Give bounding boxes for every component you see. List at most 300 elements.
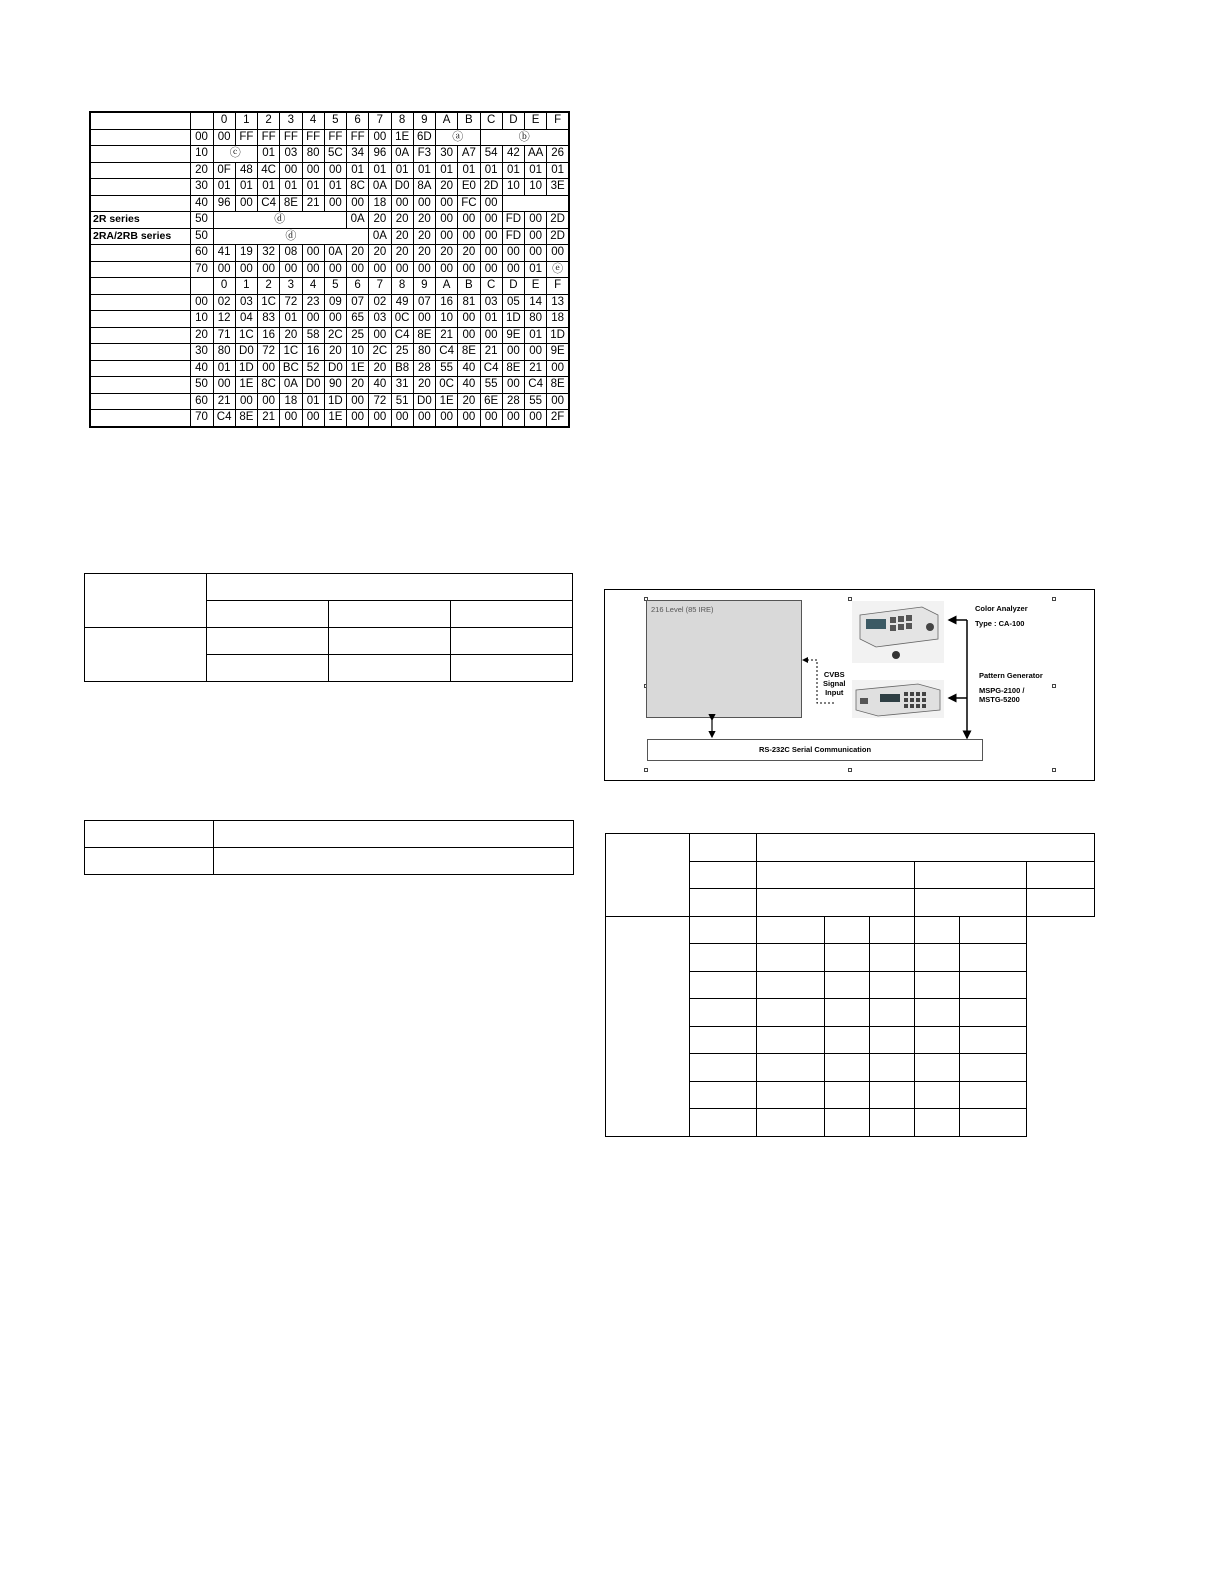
hex-cell: 18 bbox=[547, 311, 569, 328]
blank-table-c bbox=[605, 833, 1095, 1137]
hex-cell: 6D bbox=[413, 129, 435, 146]
column-header: 2 bbox=[258, 112, 280, 129]
hex-cell: 03 bbox=[480, 294, 502, 311]
table-cell bbox=[690, 916, 757, 944]
hex-cell: 21 bbox=[480, 344, 502, 361]
column-header: A bbox=[436, 112, 458, 129]
address-cell: 00 bbox=[190, 294, 213, 311]
hex-cell: 10 bbox=[525, 179, 547, 196]
hex-cell: 55 bbox=[525, 393, 547, 410]
table-row bbox=[90, 212, 569, 229]
hex-cell: 49 bbox=[391, 294, 413, 311]
column-header: 8 bbox=[391, 112, 413, 129]
row-label bbox=[90, 245, 190, 262]
hex-cell: 00 bbox=[324, 162, 346, 179]
hex-cell: 8E bbox=[280, 195, 302, 212]
column-header: F bbox=[547, 112, 569, 129]
table-cell bbox=[960, 999, 1027, 1027]
row-label bbox=[90, 344, 190, 361]
hex-cell: 5C bbox=[324, 146, 346, 163]
hex-cell: 28 bbox=[413, 360, 435, 377]
generator-model-line: MSPG-2100 / bbox=[979, 686, 1025, 695]
cvbs-label-line: Signal bbox=[823, 679, 846, 688]
row-label bbox=[90, 278, 190, 295]
hex-cell: 21 bbox=[258, 410, 280, 427]
column-header: 1 bbox=[235, 278, 257, 295]
hex-cell: 01 bbox=[369, 162, 391, 179]
hex-cell: 00 bbox=[480, 261, 502, 278]
series-label: 2RA/2RB series bbox=[90, 228, 190, 245]
hex-cell: 00 bbox=[436, 261, 458, 278]
hex-cell: FF bbox=[235, 129, 257, 146]
hex-cell: 00 bbox=[502, 245, 524, 262]
hex-cell: 20 bbox=[458, 245, 480, 262]
hex-cell: 01 bbox=[302, 393, 324, 410]
field-marker: ⓑ bbox=[480, 129, 569, 146]
hex-cell: 20 bbox=[391, 245, 413, 262]
row-label bbox=[90, 179, 190, 196]
hex-cell: D0 bbox=[235, 344, 257, 361]
table-row bbox=[90, 195, 569, 212]
screen-level-label: 216 Level (85 IRE) bbox=[651, 605, 714, 614]
address-cell: 30 bbox=[190, 179, 213, 196]
hex-cell: 00 bbox=[458, 228, 480, 245]
hex-cell: 21 bbox=[302, 195, 324, 212]
table-cell bbox=[825, 1081, 870, 1109]
hex-cell: D0 bbox=[324, 360, 346, 377]
field-marker: ⓒ bbox=[213, 146, 258, 163]
hex-cell: 01 bbox=[413, 162, 435, 179]
hex-cell: 00 bbox=[480, 195, 502, 212]
hex-cell: 01 bbox=[547, 162, 569, 179]
field-marker: ⓓ bbox=[213, 228, 369, 245]
table-cell bbox=[825, 1109, 870, 1137]
analyzer-type: Type : CA-100 bbox=[975, 619, 1025, 628]
hex-cell: 20 bbox=[324, 344, 346, 361]
hex-cell: 28 bbox=[502, 393, 524, 410]
row-label bbox=[90, 311, 190, 328]
hex-cell: 1E bbox=[436, 393, 458, 410]
hex-cell: 00 bbox=[324, 311, 346, 328]
row-label bbox=[90, 261, 190, 278]
hex-cell: 2C bbox=[369, 344, 391, 361]
hex-cell: 2D bbox=[547, 212, 569, 229]
hex-cell: 40 bbox=[369, 377, 391, 394]
hex-cell: 01 bbox=[280, 179, 302, 196]
table-cell bbox=[915, 1054, 960, 1082]
hex-cell: 00 bbox=[302, 261, 324, 278]
hex-cell: 20 bbox=[436, 179, 458, 196]
hex-cell: 00 bbox=[369, 261, 391, 278]
table-cell bbox=[690, 1081, 757, 1109]
row-label bbox=[90, 162, 190, 179]
generator-models bbox=[979, 686, 1024, 704]
hex-cell: FF bbox=[347, 129, 369, 146]
address-cell: 30 bbox=[190, 344, 213, 361]
table-cell bbox=[757, 1109, 825, 1137]
table-cell bbox=[1027, 861, 1095, 889]
hex-cell: 72 bbox=[280, 294, 302, 311]
hex-cell: 1E bbox=[391, 129, 413, 146]
table-cell bbox=[690, 971, 757, 999]
table-cell bbox=[207, 628, 329, 655]
hex-cell: 30 bbox=[436, 146, 458, 163]
table-row bbox=[90, 245, 569, 262]
hex-cell: 41 bbox=[213, 245, 235, 262]
table-cell bbox=[825, 1054, 870, 1082]
hex-cell: 23 bbox=[302, 294, 324, 311]
hex-cell: 00 bbox=[302, 311, 324, 328]
hex-cell: 01 bbox=[436, 162, 458, 179]
hex-cell: 20 bbox=[280, 327, 302, 344]
hex-cell: 20 bbox=[413, 228, 435, 245]
hex-cell: 9E bbox=[547, 344, 569, 361]
table-cell bbox=[757, 999, 825, 1027]
hex-cell: 1C bbox=[280, 344, 302, 361]
table-row bbox=[90, 294, 569, 311]
hex-cell: 00 bbox=[347, 195, 369, 212]
field-marker: ⓐ bbox=[436, 129, 481, 146]
hex-cell: 55 bbox=[480, 377, 502, 394]
hex-cell: 4C bbox=[258, 162, 280, 179]
column-header: D bbox=[502, 278, 524, 295]
table-cell bbox=[214, 821, 574, 848]
hex-cell: 1D bbox=[547, 327, 569, 344]
hex-cell bbox=[525, 195, 547, 212]
hex-cell: FF bbox=[258, 129, 280, 146]
column-header: B bbox=[458, 112, 480, 129]
hex-cell: 20 bbox=[347, 377, 369, 394]
hex-cell: A7 bbox=[458, 146, 480, 163]
hex-cell: 00 bbox=[458, 261, 480, 278]
hex-cell: 00 bbox=[213, 129, 235, 146]
hex-cell: C4 bbox=[436, 344, 458, 361]
table-cell bbox=[207, 574, 573, 601]
hex-cell: 8E bbox=[413, 327, 435, 344]
column-header: 1 bbox=[235, 112, 257, 129]
hex-cell: 00 bbox=[502, 261, 524, 278]
address-cell: 40 bbox=[190, 360, 213, 377]
hex-cell: 01 bbox=[480, 311, 502, 328]
hex-cell: 16 bbox=[302, 344, 324, 361]
table-row bbox=[90, 327, 569, 344]
hex-cell: D0 bbox=[391, 179, 413, 196]
hex-cell: 01 bbox=[324, 179, 346, 196]
hex-cell: 1E bbox=[347, 360, 369, 377]
table-row bbox=[90, 228, 569, 245]
hex-cell: C4 bbox=[213, 410, 235, 427]
hex-cell: 01 bbox=[347, 162, 369, 179]
table-cell bbox=[690, 1109, 757, 1137]
hex-cell: 00 bbox=[413, 410, 435, 427]
hex-cell: 26 bbox=[547, 146, 569, 163]
hex-cell: 09 bbox=[324, 294, 346, 311]
hex-cell: 20 bbox=[413, 377, 435, 394]
table-row bbox=[90, 278, 569, 295]
table-cell bbox=[207, 655, 329, 682]
hex-cell: 00 bbox=[280, 162, 302, 179]
hex-cell: 72 bbox=[369, 393, 391, 410]
hex-cell: 1E bbox=[324, 410, 346, 427]
hex-cell: 00 bbox=[480, 212, 502, 229]
pattern-generator-device-icon bbox=[852, 680, 944, 718]
table-cell bbox=[757, 834, 1095, 862]
hex-cell: 96 bbox=[213, 195, 235, 212]
table-cell bbox=[690, 1054, 757, 1082]
hex-cell: 0A bbox=[347, 212, 369, 229]
hex-cell: FF bbox=[302, 129, 324, 146]
hex-cell: 02 bbox=[213, 294, 235, 311]
hex-cell: 2D bbox=[547, 228, 569, 245]
column-header: A bbox=[436, 278, 458, 295]
table-cell bbox=[915, 944, 960, 972]
table-cell bbox=[825, 1026, 870, 1054]
table-cell bbox=[757, 861, 915, 889]
row-label bbox=[90, 195, 190, 212]
hex-cell: 32 bbox=[258, 245, 280, 262]
hex-cell: 0C bbox=[436, 377, 458, 394]
hex-cell: 00 bbox=[391, 261, 413, 278]
hex-cell: 00 bbox=[525, 344, 547, 361]
table-cell bbox=[960, 1026, 1027, 1054]
hex-cell: D0 bbox=[302, 377, 324, 394]
hex-cell: 00 bbox=[502, 410, 524, 427]
hex-cell: 83 bbox=[258, 311, 280, 328]
column-header: 8 bbox=[391, 278, 413, 295]
hex-cell: 07 bbox=[347, 294, 369, 311]
hex-cell: 55 bbox=[436, 360, 458, 377]
table-cell bbox=[85, 574, 207, 628]
hex-cell: 00 bbox=[324, 195, 346, 212]
hex-cell: 00 bbox=[547, 360, 569, 377]
column-header: 9 bbox=[413, 278, 435, 295]
address-cell: 10 bbox=[190, 146, 213, 163]
table-cell bbox=[960, 916, 1027, 944]
hex-cell: 0C bbox=[391, 311, 413, 328]
table-cell bbox=[915, 916, 960, 944]
hex-cell: 16 bbox=[258, 327, 280, 344]
hex-cell: 00 bbox=[525, 228, 547, 245]
hex-cell: 00 bbox=[480, 245, 502, 262]
hex-cell: 8E bbox=[547, 377, 569, 394]
table-cell bbox=[757, 1054, 825, 1082]
hex-cell: 01 bbox=[213, 179, 235, 196]
hex-cell: 00 bbox=[502, 377, 524, 394]
column-header: 2 bbox=[258, 278, 280, 295]
hex-cell: F3 bbox=[413, 146, 435, 163]
hex-cell: 00 bbox=[480, 228, 502, 245]
hex-cell: 9E bbox=[502, 327, 524, 344]
hex-cell: 01 bbox=[502, 162, 524, 179]
hex-cell: C4 bbox=[258, 195, 280, 212]
field-marker: ⓓ bbox=[213, 212, 347, 229]
hex-cell: 03 bbox=[235, 294, 257, 311]
hex-cell: 20 bbox=[413, 245, 435, 262]
hex-cell: 00 bbox=[525, 245, 547, 262]
table-cell bbox=[825, 944, 870, 972]
hex-cell: 01 bbox=[302, 179, 324, 196]
hex-cell: 13 bbox=[547, 294, 569, 311]
hex-cell: 72 bbox=[258, 344, 280, 361]
table-row bbox=[90, 360, 569, 377]
table-row bbox=[90, 112, 569, 129]
hex-cell bbox=[502, 195, 524, 212]
hex-cell: 51 bbox=[391, 393, 413, 410]
hex-cell: 90 bbox=[324, 377, 346, 394]
row-label bbox=[90, 294, 190, 311]
column-header: 6 bbox=[347, 278, 369, 295]
hex-cell: 0F bbox=[213, 162, 235, 179]
hex-cell: BC bbox=[280, 360, 302, 377]
table-cell bbox=[757, 1026, 825, 1054]
hex-cell: 20 bbox=[347, 245, 369, 262]
table-cell bbox=[606, 916, 690, 1136]
table-row bbox=[90, 377, 569, 394]
hex-cell: 00 bbox=[302, 162, 324, 179]
hex-cell: 01 bbox=[280, 311, 302, 328]
table-cell bbox=[451, 655, 573, 682]
table-cell bbox=[960, 971, 1027, 999]
table-cell bbox=[960, 1109, 1027, 1137]
hex-cell: 1C bbox=[258, 294, 280, 311]
hex-cell: 01 bbox=[391, 162, 413, 179]
table-cell bbox=[825, 971, 870, 999]
hex-cell: 07 bbox=[413, 294, 435, 311]
hex-cell: 21 bbox=[436, 327, 458, 344]
hex-cell: 21 bbox=[213, 393, 235, 410]
hex-cell: 01 bbox=[525, 162, 547, 179]
generator-title: Pattern Generator bbox=[979, 671, 1043, 680]
column-header: 7 bbox=[369, 112, 391, 129]
row-label bbox=[90, 129, 190, 146]
hex-cell: 00 bbox=[391, 410, 413, 427]
table-row bbox=[90, 344, 569, 361]
hex-cell: 0A bbox=[369, 228, 391, 245]
rs232c-bus: RS-232C Serial Communication bbox=[647, 739, 983, 761]
table-cell bbox=[606, 834, 690, 917]
hex-cell: 65 bbox=[347, 311, 369, 328]
hex-cell: 01 bbox=[258, 146, 280, 163]
column-header: E bbox=[525, 278, 547, 295]
hex-cell: 00 bbox=[413, 311, 435, 328]
hex-cell: 54 bbox=[480, 146, 502, 163]
hex-cell: 40 bbox=[458, 360, 480, 377]
hex-cell: 00 bbox=[347, 410, 369, 427]
table-cell bbox=[690, 834, 757, 862]
hex-cell: FD bbox=[502, 212, 524, 229]
hex-cell: 00 bbox=[458, 311, 480, 328]
field-marker: ⓔ bbox=[547, 261, 569, 278]
hex-cell: 08 bbox=[280, 245, 302, 262]
column-header: B bbox=[458, 278, 480, 295]
table-row bbox=[606, 916, 1095, 944]
hex-cell: 01 bbox=[458, 162, 480, 179]
hex-cell: 00 bbox=[347, 393, 369, 410]
color-analyzer-device-icon bbox=[852, 601, 944, 663]
hex-cell: 00 bbox=[235, 195, 257, 212]
address-cell bbox=[190, 278, 213, 295]
hex-cell: 00 bbox=[458, 410, 480, 427]
column-header: 3 bbox=[280, 112, 302, 129]
table-cell bbox=[915, 889, 1027, 917]
hex-cell: 80 bbox=[213, 344, 235, 361]
table-row bbox=[90, 410, 569, 427]
hex-cell: 71 bbox=[213, 327, 235, 344]
hex-cell: 00 bbox=[347, 261, 369, 278]
column-header: E bbox=[525, 112, 547, 129]
hex-cell: 10 bbox=[347, 344, 369, 361]
hex-cell: 1C bbox=[235, 327, 257, 344]
table-cell bbox=[870, 1054, 915, 1082]
hex-cell: 00 bbox=[302, 410, 324, 427]
table-cell bbox=[1027, 889, 1095, 917]
hex-cell: 80 bbox=[413, 344, 435, 361]
hex-cell: 00 bbox=[258, 360, 280, 377]
hex-cell: 03 bbox=[280, 146, 302, 163]
table-cell bbox=[451, 628, 573, 655]
table-cell bbox=[329, 628, 451, 655]
hex-cell: 80 bbox=[525, 311, 547, 328]
table-cell bbox=[690, 999, 757, 1027]
hex-cell: 00 bbox=[280, 261, 302, 278]
hex-cell: 00 bbox=[547, 245, 569, 262]
row-label bbox=[90, 112, 190, 129]
hex-cell: 34 bbox=[347, 146, 369, 163]
table-cell bbox=[690, 1026, 757, 1054]
table-cell bbox=[870, 944, 915, 972]
hex-cell: 18 bbox=[280, 393, 302, 410]
hex-cell: 1D bbox=[235, 360, 257, 377]
hex-cell: 8E bbox=[235, 410, 257, 427]
table-cell bbox=[207, 601, 329, 628]
hex-cell: FC bbox=[458, 195, 480, 212]
address-cell: 20 bbox=[190, 327, 213, 344]
column-header: 4 bbox=[302, 278, 324, 295]
hex-cell: 00 bbox=[458, 212, 480, 229]
hex-cell: 00 bbox=[480, 410, 502, 427]
address-cell: 60 bbox=[190, 393, 213, 410]
hex-cell: 20 bbox=[436, 245, 458, 262]
hex-cell: 21 bbox=[525, 360, 547, 377]
address-cell: 50 bbox=[190, 228, 213, 245]
hex-cell: C4 bbox=[480, 360, 502, 377]
hex-cell: 00 bbox=[213, 377, 235, 394]
table-cell bbox=[915, 999, 960, 1027]
hex-cell: FF bbox=[280, 129, 302, 146]
address-cell: 20 bbox=[190, 162, 213, 179]
generator-model-line: MSTG-5200 bbox=[979, 695, 1020, 704]
hex-cell: 00 bbox=[213, 261, 235, 278]
table-cell bbox=[825, 999, 870, 1027]
hex-cell: 04 bbox=[235, 311, 257, 328]
row-label bbox=[90, 146, 190, 163]
hex-cell: 96 bbox=[369, 146, 391, 163]
table-row bbox=[90, 261, 569, 278]
hex-cell: 19 bbox=[235, 245, 257, 262]
hex-cell: 31 bbox=[391, 377, 413, 394]
hex-cell: 20 bbox=[369, 212, 391, 229]
hex-cell: 14 bbox=[525, 294, 547, 311]
hex-cell: 8C bbox=[347, 179, 369, 196]
hex-cell: 20 bbox=[458, 393, 480, 410]
hex-cell: 48 bbox=[235, 162, 257, 179]
address-cell: 50 bbox=[190, 212, 213, 229]
hex-cell: 01 bbox=[213, 360, 235, 377]
hex-cell: 00 bbox=[413, 195, 435, 212]
hex-cell: 05 bbox=[502, 294, 524, 311]
hex-cell: 10 bbox=[436, 311, 458, 328]
hex-cell: 80 bbox=[302, 146, 324, 163]
